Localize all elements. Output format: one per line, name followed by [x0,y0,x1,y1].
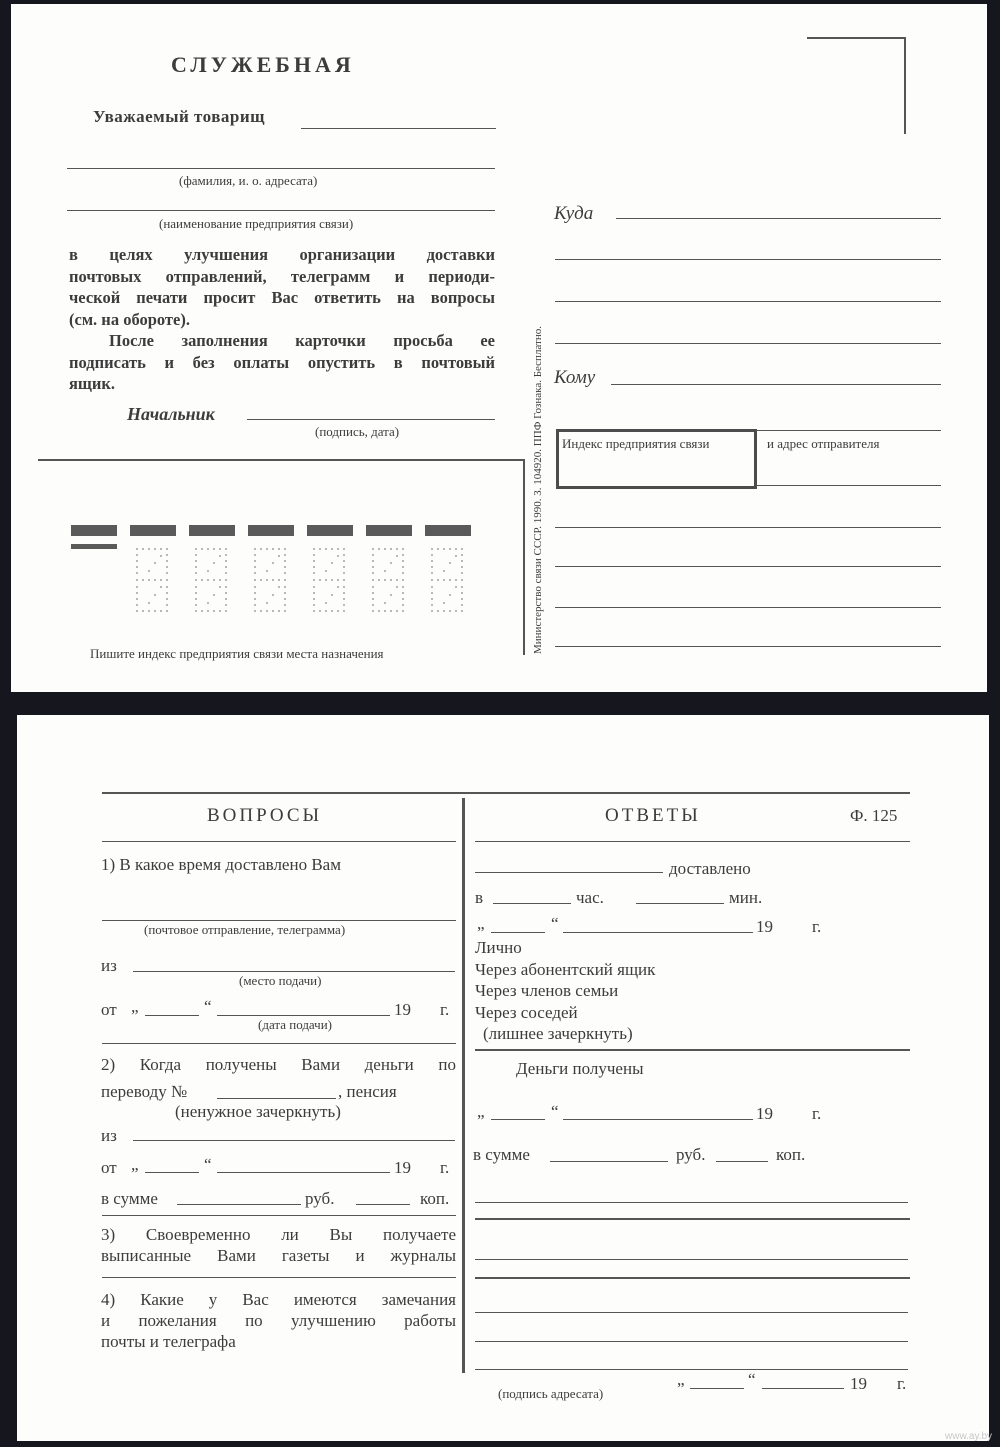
answer-line[interactable] [475,1369,908,1370]
postcard-back [17,715,989,1441]
footer-day-line[interactable] [690,1388,744,1389]
a2-year: 19 [756,1104,773,1123]
q1-date-prefix: от [101,1000,117,1019]
answer-line[interactable] [475,1202,908,1203]
q1-day-line[interactable] [145,1015,199,1016]
card-title: СЛУЖЕБНАЯ [171,52,355,77]
a1-in-label: в [475,888,484,907]
sender-line-3[interactable] [555,566,941,567]
quote-open: „ [131,997,139,1016]
postcode-digit-box[interactable] [312,547,348,613]
footer-year: 19 [850,1374,867,1393]
postcode-instruction: Пишите индекс предприятия связи места назначения [90,646,384,661]
a1-bottom-rule [475,1049,910,1051]
a1-options [475,937,655,1045]
a2-rub-line[interactable] [550,1161,668,1162]
q2-month-line[interactable] [217,1172,390,1173]
a2-kop: коп. [776,1145,806,1164]
postcode-digit-bar [307,525,353,536]
a2-year-suffix: г. [812,1104,822,1123]
quote-open: „ [677,1370,685,1389]
postcode-digit-bar [248,525,294,536]
a1-option[interactable]: Лично [475,938,522,957]
paragraph-line: почтовых отправлений, телеграмм и периоди- [69,266,495,286]
q2-rub: руб. [305,1189,335,1208]
footer-month-line[interactable] [762,1388,844,1389]
greeting: Уважаемый товарищ [93,107,266,126]
quote-open: „ [477,1102,485,1121]
postcode-digit-bar [130,525,176,536]
addressee-full-line[interactable] [67,168,495,169]
quote-close: “ [204,997,212,1016]
quote-open: „ [477,914,485,933]
q1-item-line[interactable] [102,920,456,921]
q2-sum-label: в сумме [101,1189,158,1208]
center-divider [462,798,465,1373]
a2-rub: руб. [676,1145,706,1164]
a2-day-line[interactable] [491,1119,545,1120]
paragraph-line: ящик. [69,374,115,393]
q1-place-caption: (место подачи) [239,973,322,988]
postcode-digit-box[interactable] [135,547,171,613]
questions-header-rule [102,841,456,842]
q1-year-suffix: г. [440,1000,450,1019]
a2-money-received: Деньги получены [516,1059,644,1078]
q2-line1 [101,1055,456,1075]
q1-from-label: из [101,956,117,975]
answers-header: ОТВЕТЫ [605,805,701,826]
q2-date-prefix: от [101,1158,117,1177]
paragraph-line: в целях улучшения организации доставки [69,245,495,264]
footer-signature-caption: (подпись адресата) [498,1386,604,1401]
where-line-4[interactable] [555,343,941,344]
vertical-imprint: Министерство связи СССР. 1990. З. 104920. ППФ Гознака. Бесплатно. [532,326,544,654]
quote-close: “ [551,914,559,933]
q2-transfer-label: переводу № [101,1082,188,1101]
to-whom-line[interactable] [611,384,941,385]
a1-month-line[interactable] [563,932,753,933]
sender-label: и адрес отправителя [767,436,880,451]
a1-min-line[interactable] [636,903,724,904]
q2-from-label: из [101,1126,117,1145]
q2-year: 19 [394,1158,411,1177]
q2-transfer-number-line[interactable] [217,1098,336,1099]
a1-min: мин. [729,888,763,907]
q1-item-caption: (почтовое отправление, телеграмма) [144,922,346,937]
request-paragraph [69,244,495,395]
a1-year-suffix: г. [812,917,822,936]
a1-option[interactable]: Через членов семьи [475,981,619,1000]
q2-from-line[interactable] [133,1140,455,1141]
a1-option[interactable]: Через абонентский ящик [475,959,656,979]
q3-line: выписанные Вами газеты и журналы [101,1246,456,1265]
q2-note: (ненужное зачеркнуть) [175,1102,341,1121]
q2-kop-line[interactable] [356,1204,410,1205]
postcode-marker-bar [71,525,117,536]
q3-bottom-rule [102,1277,456,1278]
signature-caption: (подпись, дата) [315,424,400,439]
paragraph-line: (см. на обороте). [69,309,190,329]
sender-line-2[interactable] [555,527,941,528]
where-line-2[interactable] [555,259,941,260]
q2-kop: коп. [420,1189,450,1208]
stamp-corner-side [904,37,906,134]
postcode-digit-bar [425,525,471,536]
where-line-1[interactable] [616,218,941,219]
a1-hour-line[interactable] [493,903,571,904]
postcard-front [11,4,987,692]
postcode-digit-box[interactable] [371,547,407,613]
q2-pension: , пенсия [338,1082,397,1101]
addressee-caption: (фамилия, и. о. адресата) [179,173,318,188]
quote-close: “ [204,1155,212,1174]
answer-line[interactable] [475,1312,908,1313]
paragraph-line: ческой печати просит Вас ответить на вопросы [69,288,495,307]
q1-text: 1) В какое время доставлено Вам [101,855,341,874]
q2-rub-line[interactable] [177,1204,301,1205]
q3-text [101,1224,456,1266]
answer-divider [475,1277,910,1279]
postcode-digit-bar [189,525,235,536]
q4-line: 4) Какие у Вас имеются замечания [101,1290,456,1309]
q2-bottom-rule [102,1215,456,1216]
chief-label: Начальник [127,404,215,424]
footer-year-suffix: г. [897,1374,907,1393]
q1-year: 19 [394,1000,411,1019]
answer-divider [475,1218,910,1220]
answer-line[interactable] [475,1341,908,1342]
sender-line-top [756,430,941,431]
paragraph-line: После заполнения карточки просьба ее [109,331,495,350]
where-line-3[interactable] [555,301,941,302]
postcode-marker-bar [71,544,117,549]
a2-month-line[interactable] [563,1119,753,1120]
watermark: www.ay.by [945,1431,993,1442]
q2-line1-text: 2) Когда получены Вами деньги по [101,1055,456,1074]
q4-line: почты и телеграфа [101,1332,236,1351]
postcode-area-divider [38,459,524,461]
quote-close: “ [551,1102,559,1121]
postcode-digit-box[interactable] [430,547,466,613]
q1-place-line[interactable] [133,971,455,972]
a1-delivered: доставлено [669,859,751,878]
sender-line-4[interactable] [555,607,941,608]
a1-year: 19 [756,917,773,936]
q4-line: и пожелания по улучшению работы [101,1311,456,1330]
where-label: Куда [554,203,594,224]
questions-header: ВОПРОСЫ [207,805,323,826]
form-number: Ф. 125 [850,806,898,825]
postcode-digit-box[interactable] [253,547,289,613]
quote-close: “ [748,1370,756,1389]
addressee-name-line[interactable] [301,128,496,129]
enterprise-line[interactable] [67,210,495,211]
q2-day-line[interactable] [145,1172,199,1173]
q1-bottom-rule [102,1043,456,1044]
q1-date-caption: (дата подачи) [258,1017,333,1032]
postcode-digit-bar [366,525,412,536]
a2-sum-label: в сумме [473,1145,530,1164]
a1-note: (лишнее зачеркнуть) [483,1024,633,1043]
q1-month-line[interactable] [217,1015,390,1016]
enterprise-caption: (наименование предприятия связи) [159,216,354,231]
address-area-divider [523,459,525,655]
a1-delivered-line[interactable] [475,872,663,873]
index-box-label: Индекс предприятия связи [562,436,710,451]
q4-text [101,1289,456,1352]
a2-kop-line[interactable] [716,1161,768,1162]
a1-day-line[interactable] [491,932,545,933]
answer-line[interactable] [475,1259,908,1260]
paragraph-line: подписать и без оплаты опустить в почтовый [69,352,495,372]
a1-hour: час. [576,888,604,907]
sender-line-5[interactable] [555,646,941,647]
stamp-corner-top [807,37,905,39]
to-whom-label: Кому [554,367,596,388]
quote-open: „ [131,1155,139,1174]
header-top-rule [102,792,910,794]
q3-line: 3) Своевременно ли Вы получаете [101,1225,456,1244]
postcode-digit-box[interactable] [194,547,230,613]
answers-header-rule [475,841,910,842]
q2-year-suffix: г. [440,1158,450,1177]
sender-line-1[interactable] [756,485,941,486]
chief-signature-line[interactable] [247,419,495,420]
a1-option[interactable]: Через соседей [475,1002,578,1022]
